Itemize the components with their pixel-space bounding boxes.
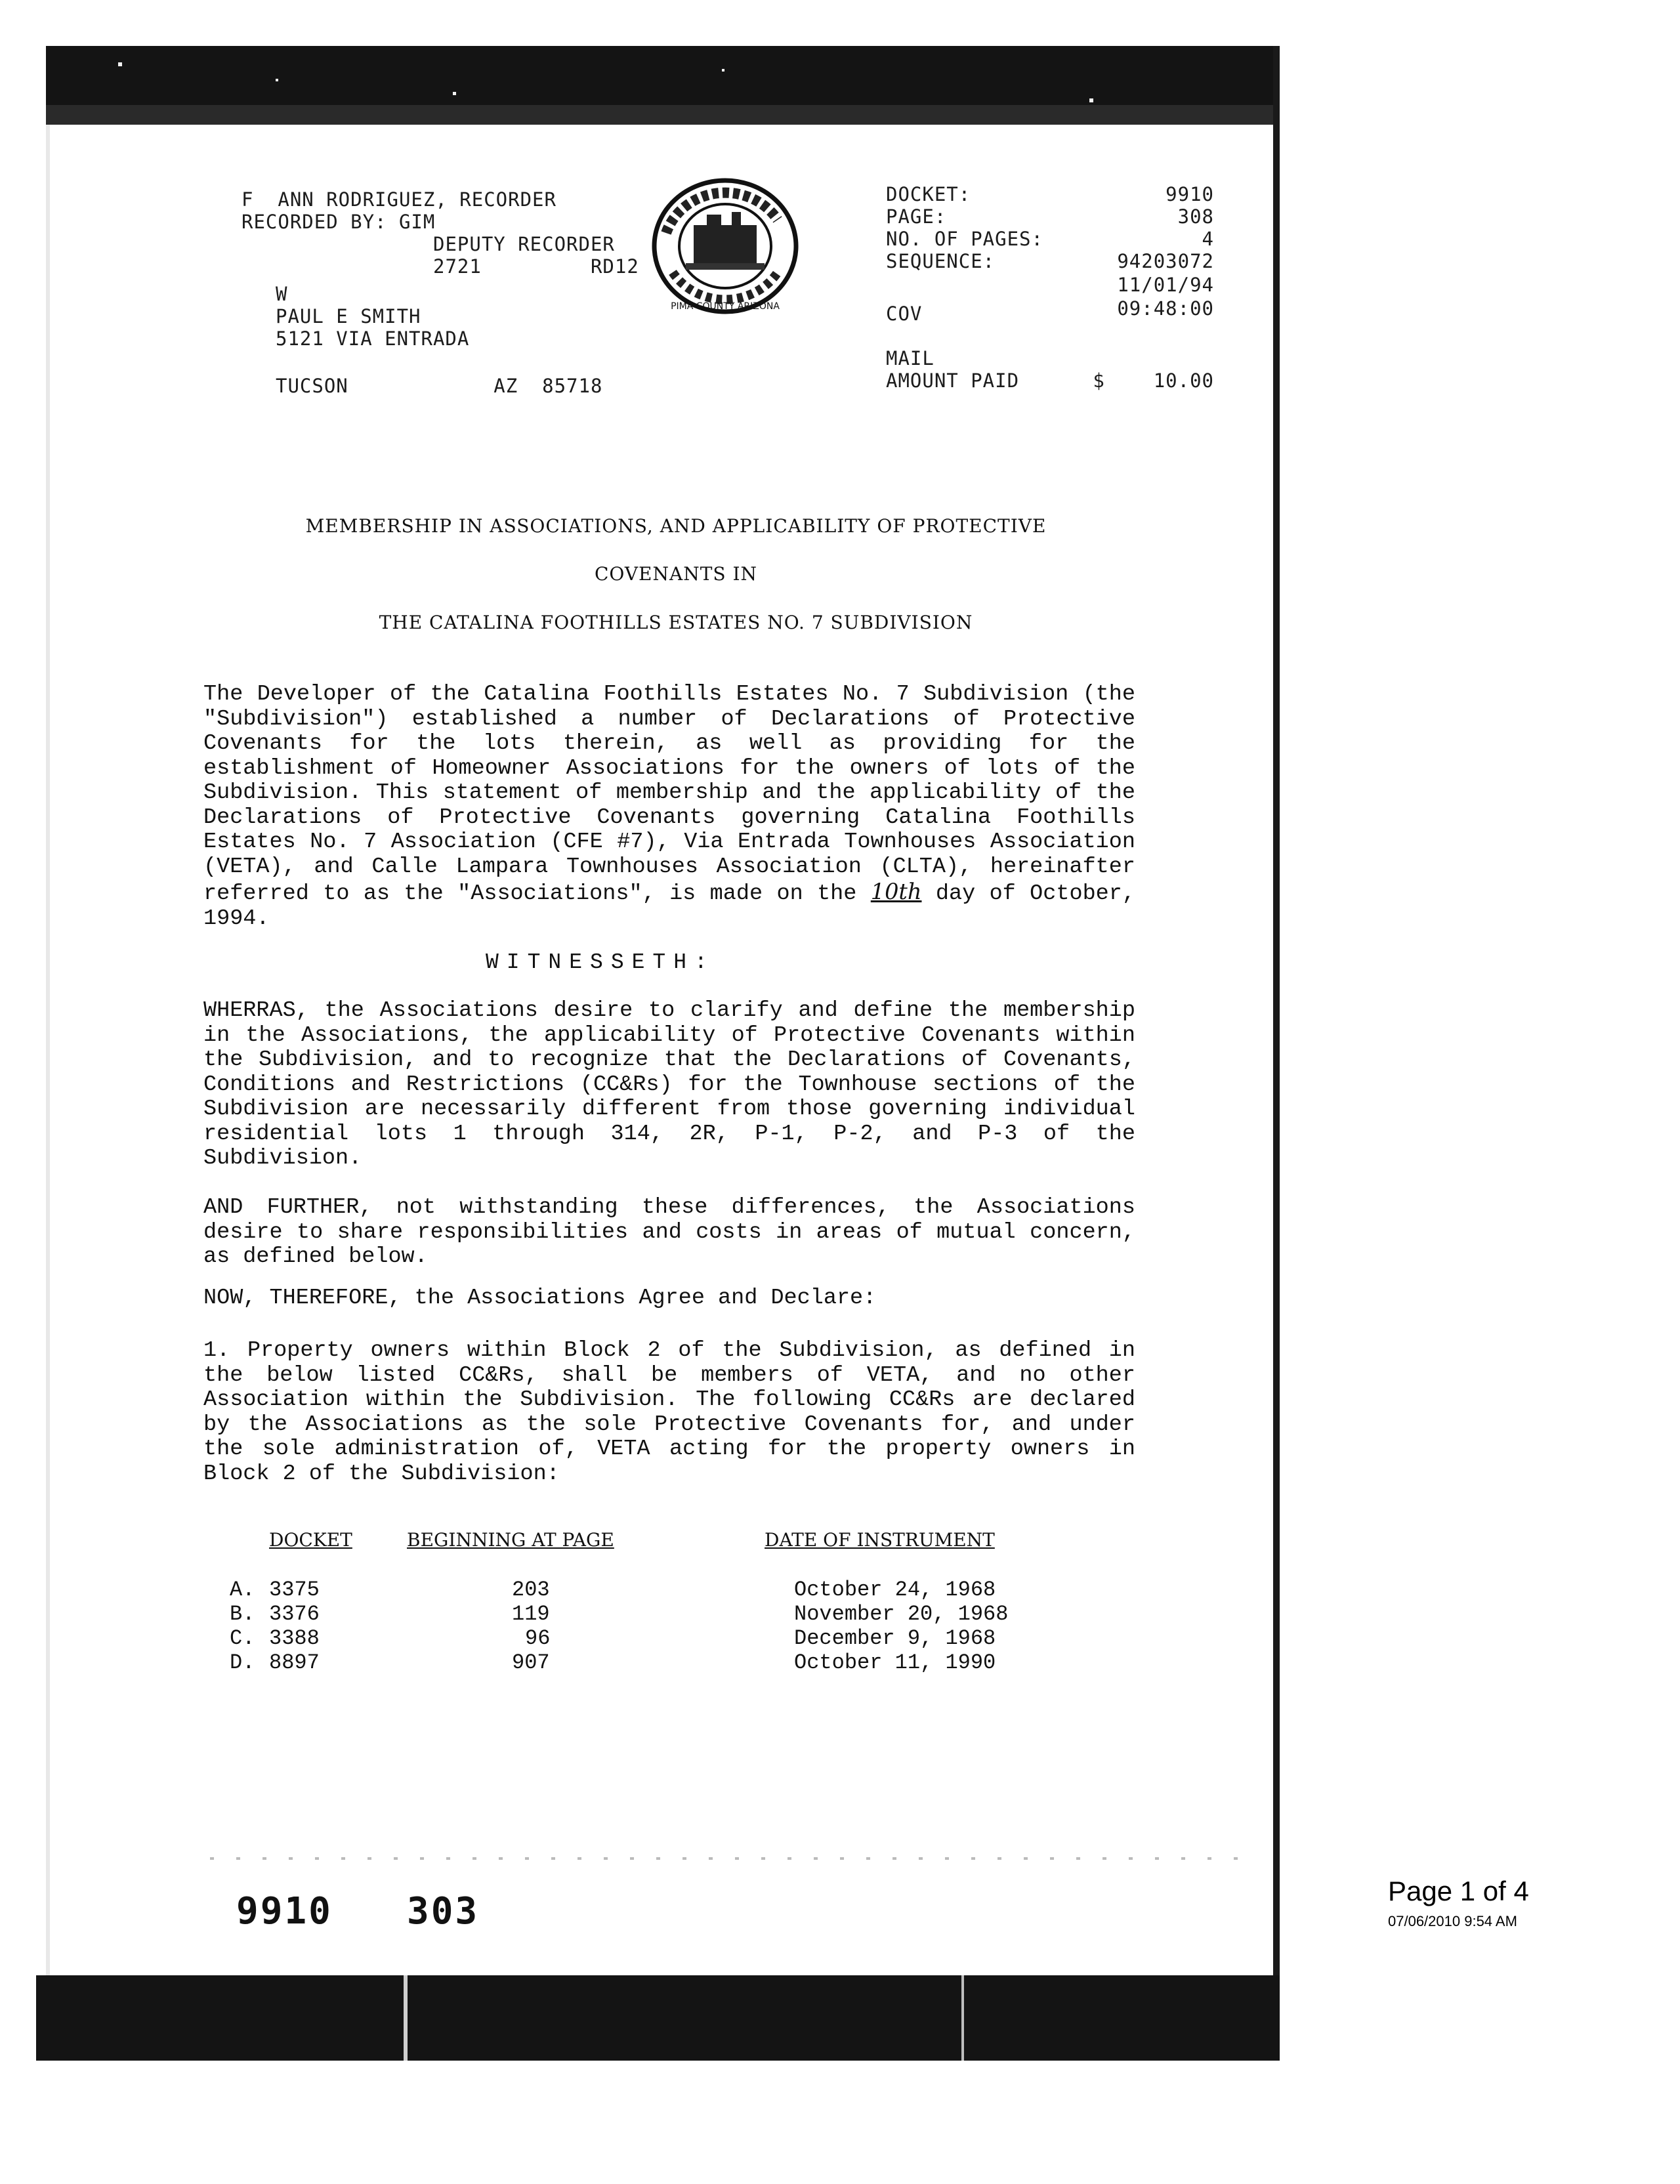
table-row-date: December 9, 1968 [794, 1626, 996, 1650]
table-row-docket: 8897 [269, 1650, 320, 1675]
document-title-line-1: MEMBERSHIP IN ASSOCIATIONS, AND APPLICABILITY OF PROTECTIVE [305, 515, 1047, 537]
table-row-label: A. [230, 1578, 255, 1602]
addressee-street: 5121 VIA ENTRADA [276, 327, 470, 350]
num-pages-value: 4 [1202, 228, 1214, 250]
document-title-line-2: COVENANTS IN [594, 563, 758, 585]
table-row-date: November 20, 1968 [794, 1602, 1009, 1626]
deputy-recorder: DEPUTY RECORDER [433, 233, 615, 255]
recorded-by: RECORDED BY: GIM [242, 211, 436, 233]
scan-border-top [46, 46, 1280, 125]
table-row-page: 907 [512, 1650, 550, 1675]
col-header-page: BEGINNING AT PAGE [407, 1529, 614, 1551]
table-row-label: D. [230, 1650, 255, 1675]
table-row-label: B. [230, 1602, 255, 1626]
whereas-paragraph: WHERRAS, the Associations desire to clarify and define the membership in the Associations, the applicability of Protective Covenants within the Subdivision, and to recognize that the Declarations of Covenants, Conditions and Restrictions (CC&Rs) for the Townhouse sections of the Subdivision are necessarily different from those governing individual residential lots 1 through 314, 2R, P-1, P-2, and P-3 of the Subdivision. [203, 998, 1135, 1171]
witnesseth-heading: WITNESSETH: [486, 950, 715, 975]
amount-paid-label: AMOUNT PAID [886, 369, 1020, 392]
mail-label: MAIL [886, 347, 934, 369]
intro-paragraph: The Developer of the Catalina Foothills Estates No. 7 Subdivision (the "Subdivision") established a number of Declarations of Protective Covenants for the lots therein, as well as providing for the establishment of Homeowner Associations for the owners of lots of the Subdivision. This statement of membership and the applicability of the Declarations of Protective Covenants governing Catalina Foothills Estates No. 7 Association (CFE #7), Via Entrada Townhouses Association (VETA), and Calle Lampara Townhouses Association (CLTA), hereinafter referred to as the "Associations", is made on the 10th day of October, 1994. [203, 682, 1135, 931]
scan-border-bottom [36, 1975, 1280, 2061]
table-row-docket: 3375 [269, 1578, 320, 1602]
docket-label: DOCKET: [886, 183, 971, 205]
further-paragraph: AND FURTHER, not withstanding these differences, the Associations desire to share responsibilities and costs in areas of mutual concern, as defined below. [203, 1195, 1135, 1269]
recorder-codes: 2721 RD12 [433, 255, 639, 278]
scan-noise-line [210, 1857, 1260, 1860]
amount-paid-value: $ 10.00 [1093, 369, 1214, 392]
addressee-city: TUCSON AZ 85718 [276, 375, 603, 397]
scan-border-right [1273, 46, 1280, 2061]
document-title-line-3: THE CATALINA FOOTHILLS ESTATES NO. 7 SUBDIVISION [379, 612, 973, 633]
table-row-date: October 24, 1968 [794, 1578, 996, 1602]
recorded-date: 11/01/94 [1117, 274, 1214, 296]
recorded-time: 09:48:00 [1117, 297, 1214, 320]
table-row-page: 203 [512, 1578, 550, 1602]
handwritten-day: 10th [870, 879, 922, 904]
table-row-docket: 3376 [269, 1602, 320, 1626]
return-code: W [276, 283, 288, 305]
num-pages-label: NO. OF PAGES: [886, 228, 1043, 250]
col-header-date: DATE OF INSTRUMENT [765, 1529, 995, 1551]
table-row-page: 96 [525, 1626, 551, 1650]
item-1-paragraph: 1. Property owners within Block 2 of the Subdivision, as defined in the below listed CC&Rs, shall be members of VETA, and no other Association within the Subdivision. The following CC&Rs are declared by the Associations as the sole Protective Covenants for, and under the sole administration of, VETA acting for the property owners in Block 2 of the Subdivision: [203, 1338, 1135, 1486]
col-header-docket: DOCKET [269, 1529, 352, 1551]
stamp-page: 303 [407, 1890, 480, 1933]
sequence-value: 94203072 [1117, 250, 1214, 272]
page-value: 308 [1177, 205, 1214, 228]
table-row-label: C. [230, 1626, 255, 1650]
recorder-name: F ANN RODRIGUEZ, RECORDER [242, 188, 556, 211]
table-row-date: October 11, 1990 [794, 1650, 996, 1675]
page-number: Page 1 of 4 [1388, 1876, 1529, 1906]
cov-label: COV [886, 303, 923, 325]
addressee-name: PAUL E SMITH [276, 305, 421, 327]
stamp-docket: 9910 [236, 1890, 333, 1933]
page-label: PAGE: [886, 205, 947, 228]
sequence-label: SEQUENCE: [886, 250, 996, 272]
seal-text: PIMA COUNTY ARIZONA [671, 301, 780, 312]
print-datetime: 07/06/2010 9:54 AM [1388, 1913, 1517, 1929]
county-seal-icon [646, 174, 804, 318]
table-row-page: 119 [512, 1602, 550, 1626]
therefore-paragraph: NOW, THEREFORE, the Associations Agree and Declare: [203, 1286, 877, 1311]
docket-value: 9910 [1166, 183, 1214, 205]
scan-border-left [46, 125, 50, 1975]
table-row-docket: 3388 [269, 1626, 320, 1650]
